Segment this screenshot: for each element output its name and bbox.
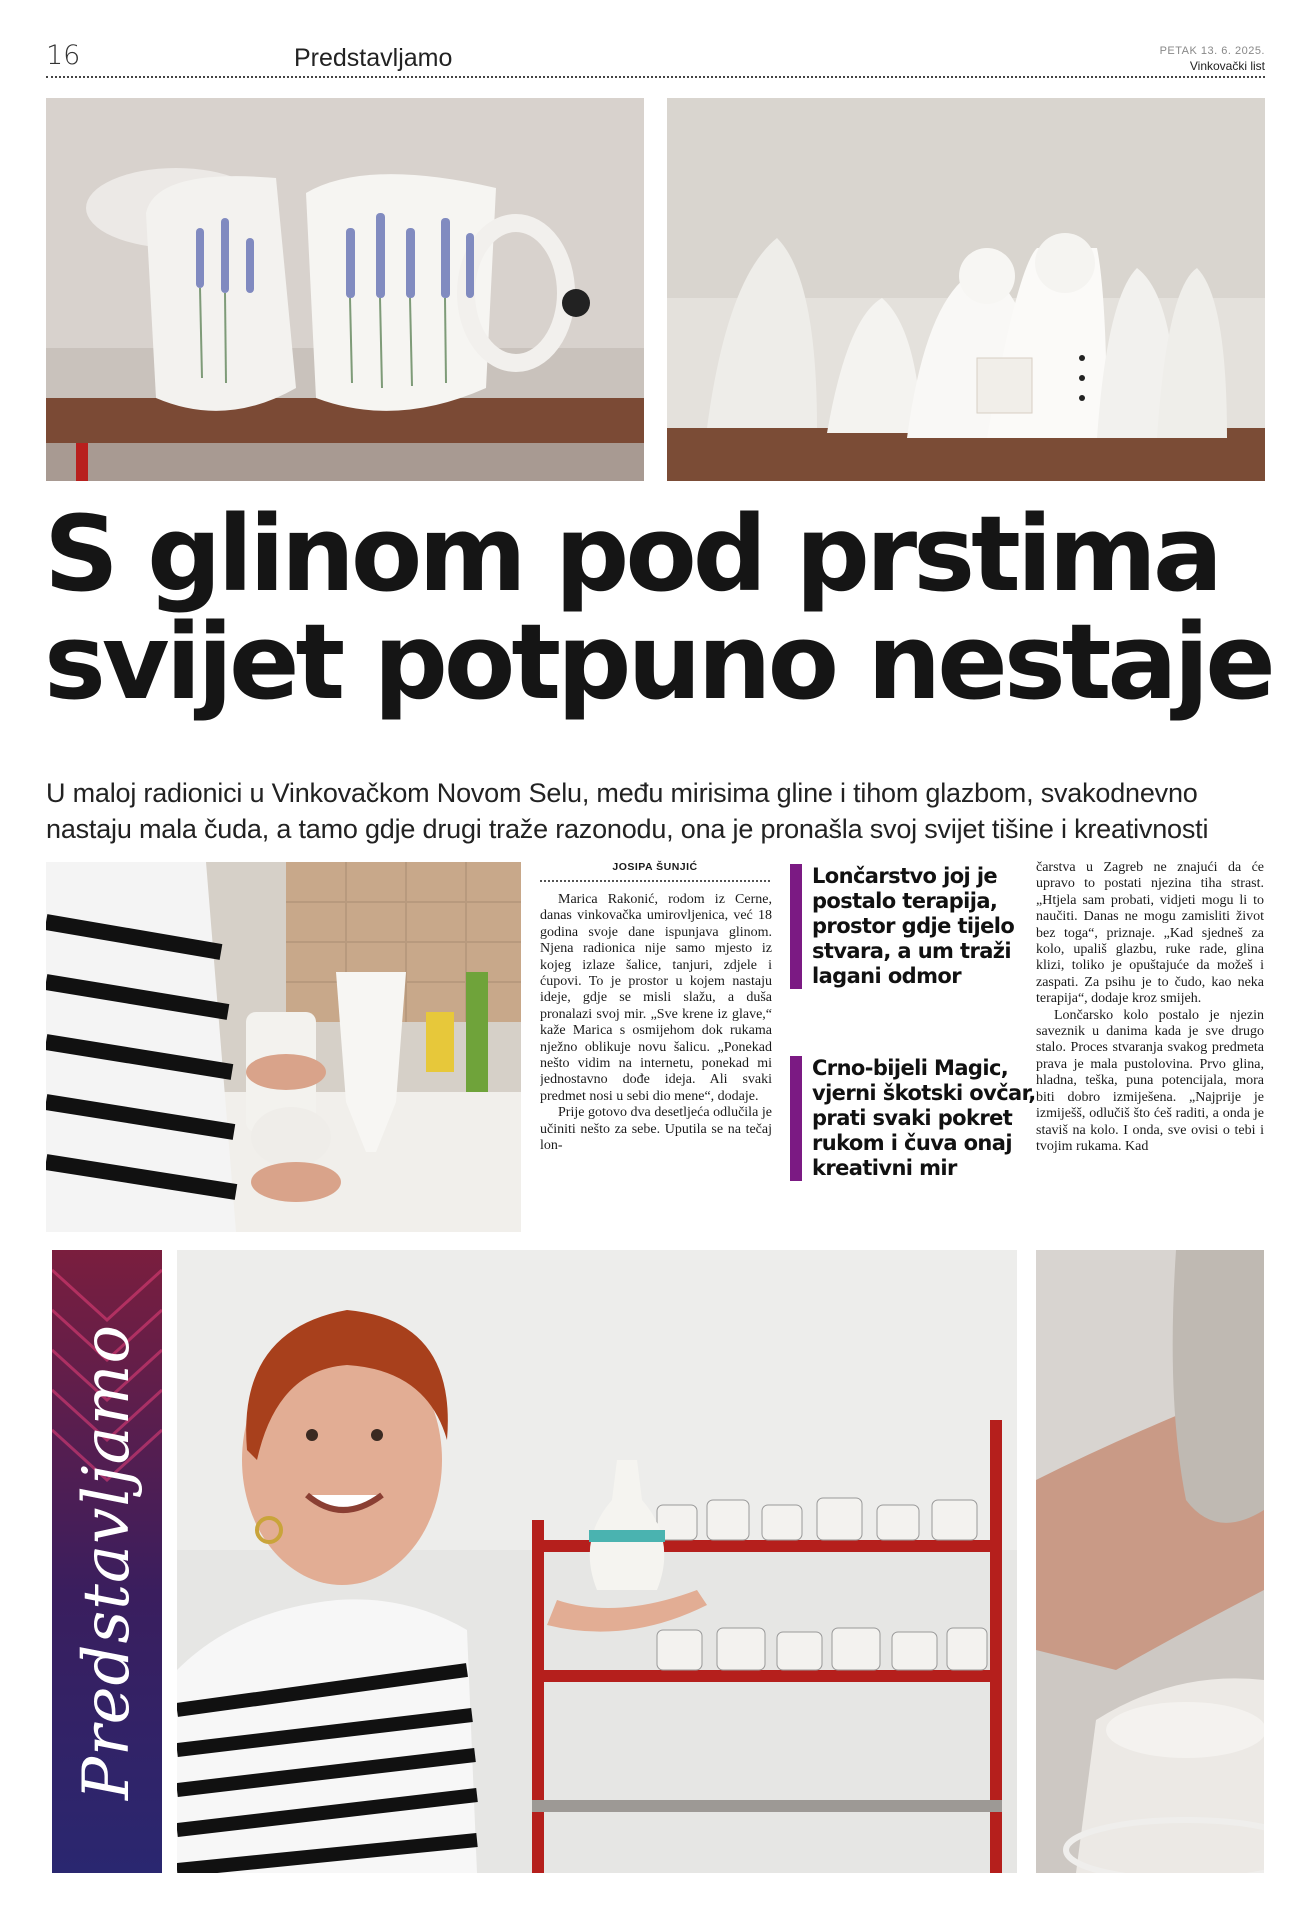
body-column-1 — [540, 892, 772, 1232]
body-paragraph: Prije gotovo dva desetljeća odlučila je učiniti nešto za sebe. Uputila se na tečaj lon- — [540, 1105, 772, 1154]
photo-hands-on-wheel — [1036, 1250, 1264, 1873]
photo-lavender-mugs — [46, 98, 644, 481]
byline-rule — [540, 880, 770, 882]
lead-paragraph: U maloj radionici u Vinkovačkom Novom Selu, među mirisima gline i tihom glazbom, svakodnevno nastaju mala čuda, a tamo gdje drugi traže razonodu, ona je pronašla svoj svijet tišine i kreativnosti — [46, 778, 1209, 844]
page-number: 16 — [46, 40, 81, 71]
issue-date: PETAK 13. 6. 2025. — [1159, 45, 1265, 57]
headline-line-2: svijet potpuno nestaje — [44, 601, 1272, 723]
pull-quote-2: Crno-bijeli Magic, vjerni škotski ovčar, prati svaki pokret rukom i čuva onaj kreativni mir — [790, 1056, 1044, 1181]
section-title: Predstavljamo — [294, 44, 453, 72]
header-rule — [46, 76, 1265, 78]
photo-workshop — [46, 862, 521, 1232]
section-banner — [52, 1250, 162, 1873]
headline — [44, 493, 1274, 723]
newspaper-name: Vinkovački list — [1189, 59, 1265, 73]
body-paragraph: Lončarsko kolo postalo je njezin saveznik u danima kada je sve drugo stalo. Proces stvaranja svakog predmeta prava je mala pustolovina. Prvo glina, hladna, teška, puna potencijala, mora biti dobro izmiješena. „Najprije je izmiješš, odlučiš što ćeš raditi, a onda je staviš na kolo. I onda, sve ovisi o tebi i tvojim rukama. Kad — [1036, 1007, 1264, 1154]
body-paragraph: čarstva u Zagreb ne znajući da će upravo to postati njezina tiha strast. „Htjela sam probati, vidjeti mogu li to naučiti. Danas ne mogu zamisliti život bez toga“, priznaje. „Kad sjedneš za kolo, upališ glazbu, ruke rade, glina klizi, toliko je opuštajuće da možeš i zaspati. Za psihu je to čudo, kao neka terapija“, dodaje kroz smijeh. — [1036, 860, 1264, 1007]
byline: JOSIPA ŠUNJIĆ — [612, 861, 698, 873]
body-column-3 — [1036, 860, 1264, 1232]
body-paragraph: Marica Rakonić, rodom iz Cerne, danas vinkovačka umirovljenica, već 18 godina svoje dane ispunjava glinom. Njena radionica nije samo mjesto iz kojeg izlaze šalice, tanjuri, zdjele i ćupovi. To je prostor u kojem nastaju ideje, gdje se misli slažu, a duša pronalazi svoj mir. „Sve krene iz glave,“ kaže Marica s osmijehom dok rukama nježno oblikuje novu šalicu. „Ponekad nešto vidim na internetu, ponekad mi jednostavno dođe ideja. Ali svaki predmet nosi u sebi dio mene“, dodaje. — [540, 892, 772, 1104]
masthead-info — [1160, 44, 1265, 74]
headline-line-1: S glinom pod prstima — [44, 493, 1220, 615]
photo-potter-portrait — [177, 1250, 1017, 1873]
photo-ceramic-angels — [667, 98, 1265, 481]
pull-quote-1: Lončarstvo joj je postalo terapija, prostor gdje tijelo stvara, a um traži lagani odmor — [790, 864, 1044, 989]
banner-label: Predstavljamo — [70, 1323, 144, 1801]
